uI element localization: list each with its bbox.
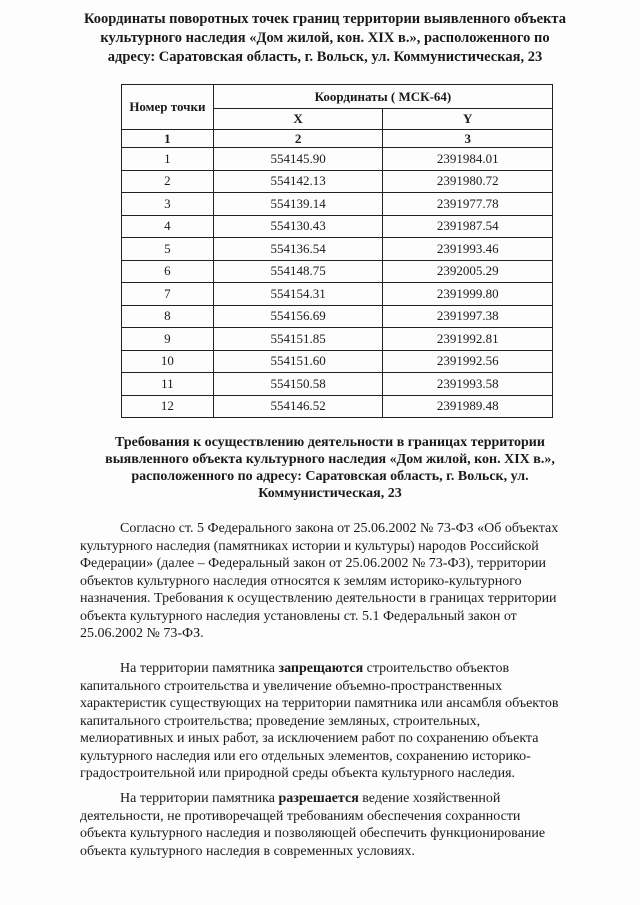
- table-row: [122, 193, 553, 216]
- heading-line: расположенного по адресу: Саратовская область, г. Вольск, ул.: [131, 469, 529, 484]
- y-coordinate-cell: 2391999.80: [383, 283, 553, 306]
- paragraph-line: назначения. Требования к осуществлению деятельности в границах территории: [80, 591, 557, 606]
- paragraph-line: деятельности, не противоречащей требованиям обеспечения сохранности: [80, 808, 521, 824]
- document-title: [60, 10, 590, 67]
- paragraph-line: объекта культурного наследия и позволяющей обеспечить функционирование: [80, 826, 546, 841]
- text-run: строительство объектов: [363, 661, 510, 676]
- point-number-cell: 2: [122, 170, 214, 193]
- paragraph-line: Федерации» (далее – Федеральный закон от 25.06.2002 № 73-ФЗ), территории: [80, 556, 546, 571]
- y-coordinate-cell: 2391989.48: [383, 395, 553, 418]
- column-number: 1: [122, 130, 214, 148]
- y-coordinate-cell: 2391993.58: [383, 373, 553, 396]
- x-coordinate-cell: 554150.58: [213, 373, 383, 396]
- paragraph-line: объекта культурного наследия установлены ст. 5.1 Федеральный закон от: [80, 608, 517, 624]
- paragraph-permissions: [80, 790, 610, 860]
- column-number: 3: [383, 130, 553, 148]
- emphasis-prohibited: запрещаются: [278, 661, 364, 676]
- y-coordinate-cell: 2391992.56: [383, 350, 553, 373]
- x-coordinate-cell: 554148.75: [213, 260, 383, 283]
- coordinates-table: [121, 84, 553, 418]
- x-coordinate-cell: 554136.54: [213, 238, 383, 261]
- y-coordinate-cell: 2391980.72: [383, 170, 553, 193]
- point-number-cell: 1: [122, 148, 214, 171]
- column-number: 2: [213, 130, 383, 148]
- paragraph-prohibitions: [80, 660, 610, 783]
- y-coordinate-cell: 2391997.38: [383, 305, 553, 328]
- point-number-cell: 4: [122, 215, 214, 238]
- header-y: Y: [383, 109, 553, 130]
- x-coordinate-cell: 554146.52: [213, 395, 383, 418]
- paragraph-line: 25.06.2002 № 73-ФЗ.: [80, 626, 204, 641]
- x-coordinate-cell: 554151.60: [213, 350, 383, 373]
- table-row: [122, 170, 553, 193]
- table-row: [122, 283, 553, 306]
- point-number-cell: 9: [122, 328, 214, 351]
- table-row: [122, 260, 553, 283]
- y-coordinate-cell: 2391977.78: [383, 193, 553, 216]
- y-coordinate-cell: 2391987.54: [383, 215, 553, 238]
- point-number-cell: 11: [122, 373, 214, 396]
- header-coordinates: Координаты ( МСК-64): [213, 85, 552, 109]
- table-row: [122, 238, 553, 261]
- table-row: [122, 373, 553, 396]
- x-coordinate-cell: 554142.13: [213, 170, 383, 193]
- paragraph-line: мелиоративных и иных работ, за исключением работ по сохранению объекта: [80, 731, 539, 746]
- point-number-cell: 3: [122, 193, 214, 216]
- x-coordinate-cell: 554145.90: [213, 148, 383, 171]
- heading-line: Требования к осуществлению деятельности в границах территории: [115, 435, 545, 450]
- text-run: ведение хозяйственной: [358, 791, 501, 806]
- point-number-cell: 7: [122, 283, 214, 306]
- table-row: [122, 148, 553, 171]
- emphasis-permitted: разрешается: [278, 791, 359, 806]
- paragraph-line: [80, 790, 610, 808]
- point-number-cell: 8: [122, 305, 214, 328]
- title-line: адресу: Саратовская область, г. Вольск, ул. Коммунистическая, 23: [107, 49, 543, 65]
- paragraph-line: объектов культурного наследия относятся к землям историко-культурного: [80, 573, 522, 589]
- paragraph-line: культурного наследия (памятниках истории и культуры) народов Российской: [80, 538, 539, 554]
- x-coordinate-cell: 554130.43: [213, 215, 383, 238]
- point-number-cell: 12: [122, 395, 214, 418]
- table-row: [122, 328, 553, 351]
- x-coordinate-cell: 554139.14: [213, 193, 383, 216]
- point-number-cell: 6: [122, 260, 214, 283]
- paragraph-line: градостроительной или природной среды объекта культурного наследия.: [80, 766, 516, 781]
- heading-line: выявленного объекта культурного наследия «Дом жилой, кон. XIX в.»,: [105, 452, 555, 467]
- table-row: [122, 215, 553, 238]
- x-coordinate-cell: 554151.85: [213, 328, 383, 351]
- title-line: Координаты поворотных точек границ территории выявленного объекта: [84, 11, 566, 27]
- header-x: X: [213, 109, 383, 130]
- heading-line: Коммунистическая, 23: [258, 486, 402, 501]
- y-coordinate-cell: 2392005.29: [383, 260, 553, 283]
- x-coordinate-cell: 554156.69: [213, 305, 383, 328]
- x-coordinate-cell: 554154.31: [213, 283, 383, 306]
- paragraph-line: капитального строительства и увеличение объемно-пространственных: [80, 678, 503, 694]
- paragraph-legal-basis: [80, 520, 610, 643]
- table-row: [122, 305, 553, 328]
- title-line: культурного наследия «Дом жилой, кон. XIX в.», расположенного по: [100, 30, 550, 46]
- point-number-cell: 10: [122, 350, 214, 373]
- paragraph-line: Согласно ст. 5 Федерального закона от 25.06.2002 № 73-ФЗ «Об объектах: [120, 521, 559, 536]
- y-coordinate-cell: 2391993.46: [383, 238, 553, 261]
- text-run: На территории памятника: [120, 661, 279, 676]
- header-point-number: Номер точки: [122, 85, 214, 130]
- y-coordinate-cell: 2391984.01: [383, 148, 553, 171]
- paragraph-line: [80, 660, 610, 678]
- paragraph-line: культурного наследия или его отдельных элементов, сохранению историко-: [80, 748, 531, 764]
- point-number-cell: 5: [122, 238, 214, 261]
- paragraph-line: объекта культурного наследия в современных условиях.: [80, 843, 415, 859]
- paragraph-line: капитального строительства; проведение земляных, строительных,: [80, 713, 481, 729]
- y-coordinate-cell: 2391992.81: [383, 328, 553, 351]
- text-run: На территории памятника: [120, 791, 279, 806]
- paragraph-line: характеристик существующих на территории памятника или ансамбля объектов: [80, 696, 559, 711]
- table-row: [122, 395, 553, 418]
- table-row: [122, 350, 553, 373]
- requirements-heading: [70, 434, 590, 502]
